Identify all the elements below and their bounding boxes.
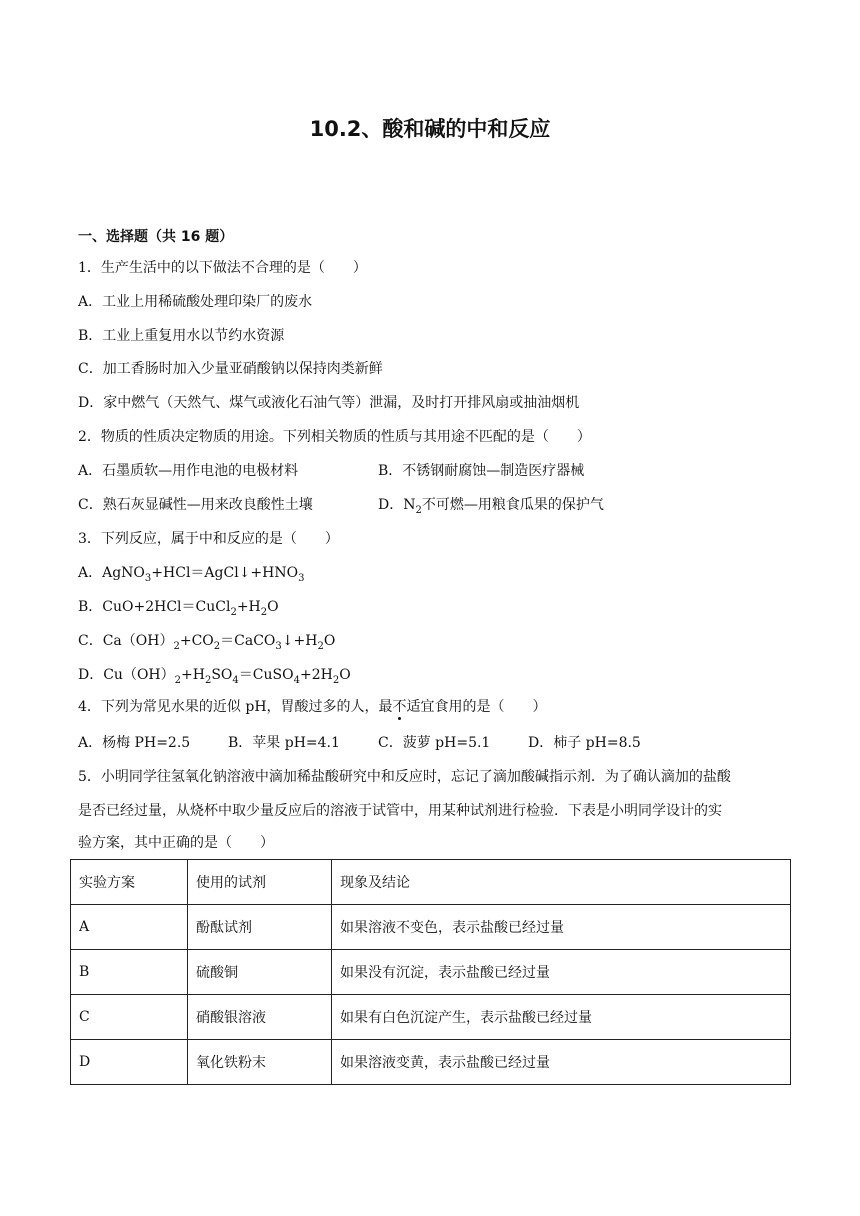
table-row bbox=[71, 950, 791, 995]
table-row bbox=[71, 905, 791, 950]
q4-option-b: B．苹果 pH=4.1 bbox=[228, 735, 340, 751]
q3-option-a: A．$AgNO_3+HCl=AgCl↓+HNO_3$ bbox=[78, 565, 305, 584]
q1-option-a: A．工业上用稀硫酸处理印染厂的废水 bbox=[78, 294, 313, 310]
q5-experiment-table bbox=[70, 859, 791, 1085]
table-cell: A bbox=[71, 905, 188, 950]
section-heading: 一、选择题（共 16 题） bbox=[78, 229, 234, 245]
q2-option-c: C．熟石灰显碱性—用来改良酸性土壤 bbox=[78, 497, 313, 513]
q2-option-a: A．石墨质软—用作电池的电极材料 bbox=[78, 463, 299, 479]
q4-stem: 4．下列为常见水果的近似 pH，胃酸过多的人，最不适宜食用的是（ ） bbox=[78, 699, 547, 715]
q2-option-b: B．不锈钢耐腐蚀—制造医疗器械 bbox=[378, 463, 585, 479]
table-cell: C bbox=[71, 995, 188, 1040]
table-row bbox=[71, 1040, 791, 1085]
table-cell: 氧化铁粉末 bbox=[188, 1040, 332, 1085]
q5-stem-line-2: 是否已经过量，从烧杯中取少量反应后的溶液于试管中，用某种试剂进行检验．下表是小明同学设计的实 bbox=[78, 803, 722, 819]
q4-option-c: C．菠萝 pH=5.1 bbox=[378, 735, 491, 751]
q1-option-d: D．家中燃气（天然气、煤气或液化石油气等）泄漏，及时打开排风扇或抽油烟机 bbox=[78, 395, 580, 411]
q2-option-d: D．$N_2$不可燃—用粮食瓜果的保护气 bbox=[378, 497, 604, 516]
q2-stem: 2．物质的性质决定物质的用途。下列相关物质的性质与其用途不匹配的是（ ） bbox=[78, 429, 591, 445]
table-cell: 如果没有沉淀，表示盐酸已经过量 bbox=[332, 950, 791, 995]
q4-option-d: D．柿子 pH=8.5 bbox=[528, 735, 641, 751]
table-cell: B bbox=[71, 950, 188, 995]
q3-stem: 3．下列反应，属于中和反应的是（ ） bbox=[78, 531, 339, 547]
table-cell: 如果溶液变黄，表示盐酸已经过量 bbox=[332, 1040, 791, 1085]
table-cell: 如果溶液不变色，表示盐酸已经过量 bbox=[332, 905, 791, 950]
table-header-cell: 现象及结论 bbox=[332, 860, 791, 905]
table-header-row bbox=[71, 860, 791, 905]
q1-option-c: C．加工香肠时加入少量亚硝酸钠以保持肉类新鲜 bbox=[78, 361, 383, 377]
q3-option-d: D．$Cu(OH)_2+H_2SO_4=CuSO_4+2H_2O$ bbox=[78, 667, 351, 686]
table-cell: 酚酞试剂 bbox=[188, 905, 332, 950]
q5-stem-line-3: 验方案，其中正确的是（ ） bbox=[78, 835, 274, 851]
q1-stem: 1．生产生活中的以下做法不合理的是（ ） bbox=[78, 260, 367, 276]
q4-option-a: A．杨梅 PH=2.5 bbox=[78, 735, 191, 751]
table-cell: D bbox=[71, 1040, 188, 1085]
emphasis-mark: 不 bbox=[392, 699, 407, 715]
table-cell: 硫酸铜 bbox=[188, 950, 332, 995]
table-cell: 如果有白色沉淀产生，表示盐酸已经过量 bbox=[332, 995, 791, 1040]
table-row bbox=[71, 995, 791, 1040]
q1-option-b: B．工业上重复用水以节约水资源 bbox=[78, 328, 285, 344]
table-header-cell: 使用的试剂 bbox=[188, 860, 332, 905]
page-title: 10.2、酸和碱的中和反应 bbox=[309, 117, 551, 141]
q3-option-c: C．$Ca(OH)_2+CO_2=CaCO_3↓+H_2O$ bbox=[78, 633, 336, 652]
q3-option-b: B．$CuO+2HCl=CuCl_2+H_2O$ bbox=[78, 599, 279, 618]
table-header-cell: 实验方案 bbox=[71, 860, 188, 905]
table-cell: 硝酸银溶液 bbox=[188, 995, 332, 1040]
q5-stem-line-1: 5．小明同学往氢氧化钠溶液中滴加稀盐酸研究中和反应时，忘记了滴加酸碱指示剂．为了确认滴加的盐酸 bbox=[78, 769, 731, 785]
